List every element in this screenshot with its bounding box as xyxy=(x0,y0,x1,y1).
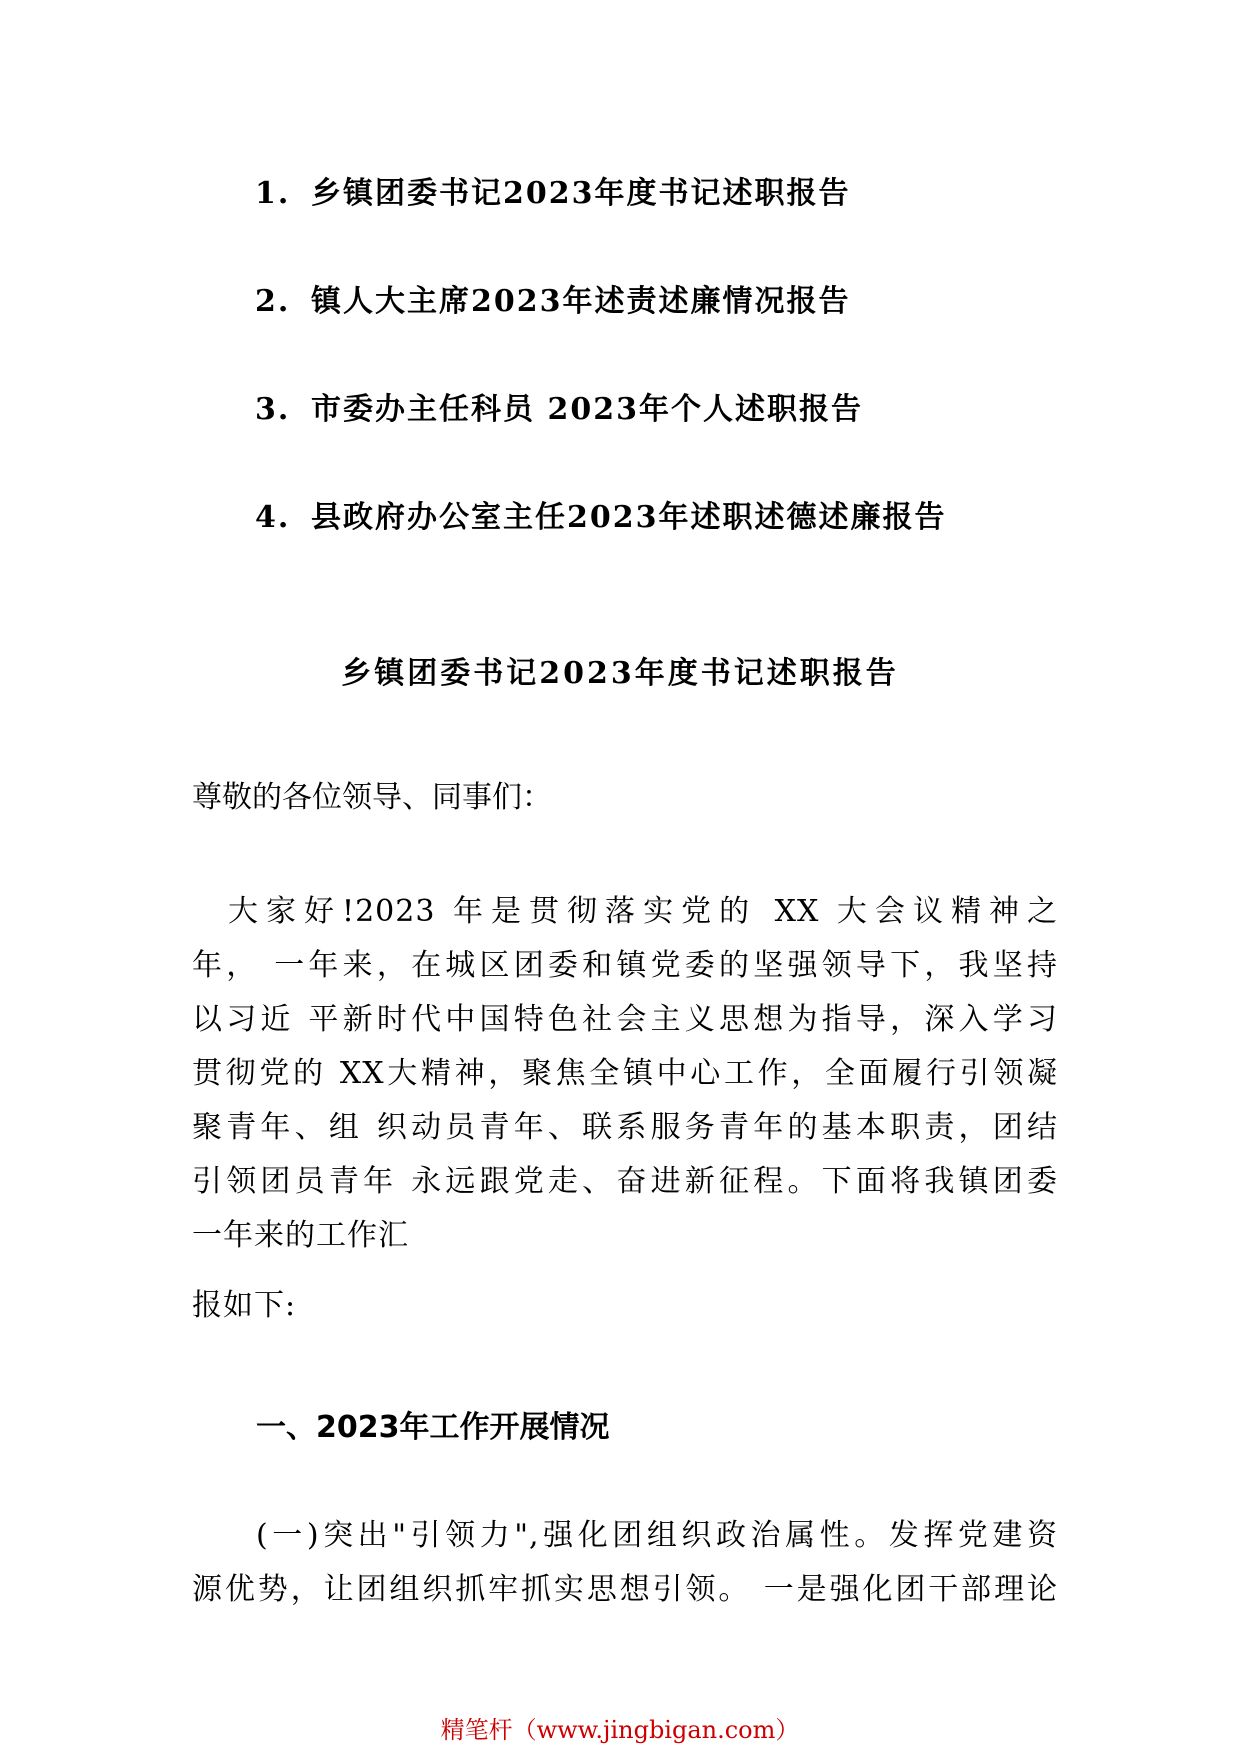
paragraph-line: 引领团员青年 永远跟党走、奋进新征程。下面将我镇团委 xyxy=(192,1164,1058,1199)
paragraph-line: 聚青年、组 织动员青年、联系服务青年的基本职责，团结 xyxy=(192,1110,1058,1145)
paragraph-line: 年， 一年来，在城区团委和镇党委的坚强领导下，我坚持 xyxy=(192,948,1058,983)
paragraph-line: (一)突出"引领力",强化团组织政治属性。发挥党建资 xyxy=(256,1518,1058,1553)
toc-item-1[interactable] xyxy=(255,168,1155,276)
paragraph-line: 一年来的工作汇 xyxy=(192,1218,409,1253)
toc-text: 市委办主任科员 2023年个人述职报告 xyxy=(311,392,863,427)
paragraph-line: 源优势，让团组织抓牢抓实思想引领。 一是强化团干部理论 xyxy=(192,1572,1058,1607)
toc-number: 4. xyxy=(255,500,291,535)
document-title: 乡镇团委书记2023年度书记述职报告 xyxy=(341,656,899,691)
toc-item-2[interactable] xyxy=(255,276,1155,384)
toc-number: 2. xyxy=(255,284,291,319)
toc-number: 3. xyxy=(255,392,291,427)
toc-text: 镇人大主席2023年述责述廉情况报告 xyxy=(311,284,851,319)
toc-item-4[interactable] xyxy=(255,492,1155,600)
footer-watermark: 精笔杆（www.jingbigan.com） xyxy=(440,1716,800,1744)
table-of-contents xyxy=(255,168,1155,600)
section-heading: 一、2023年工作开展情况 xyxy=(256,1410,610,1445)
toc-text: 乡镇团委书记2023年度书记述职报告 xyxy=(311,176,851,211)
paragraph-line: 大家好!2023 年是贯彻落实党的 XX 大会议精神之 xyxy=(228,894,1058,929)
paragraph-line: 以习近 平新时代中国特色社会主义思想为指导，深入学习 xyxy=(192,1002,1058,1037)
paragraph-line: 贯彻党的 XX大精神，聚焦全镇中心工作，全面履行引领凝 xyxy=(192,1056,1058,1091)
toc-text: 县政府办公室主任2023年述职述德述廉报告 xyxy=(311,500,947,535)
toc-number: 1. xyxy=(255,176,291,211)
toc-item-3[interactable] xyxy=(255,384,1155,492)
paragraph-line: 报如下: xyxy=(192,1288,297,1323)
salutation: 尊敬的各位领导、同事们： xyxy=(192,780,552,815)
